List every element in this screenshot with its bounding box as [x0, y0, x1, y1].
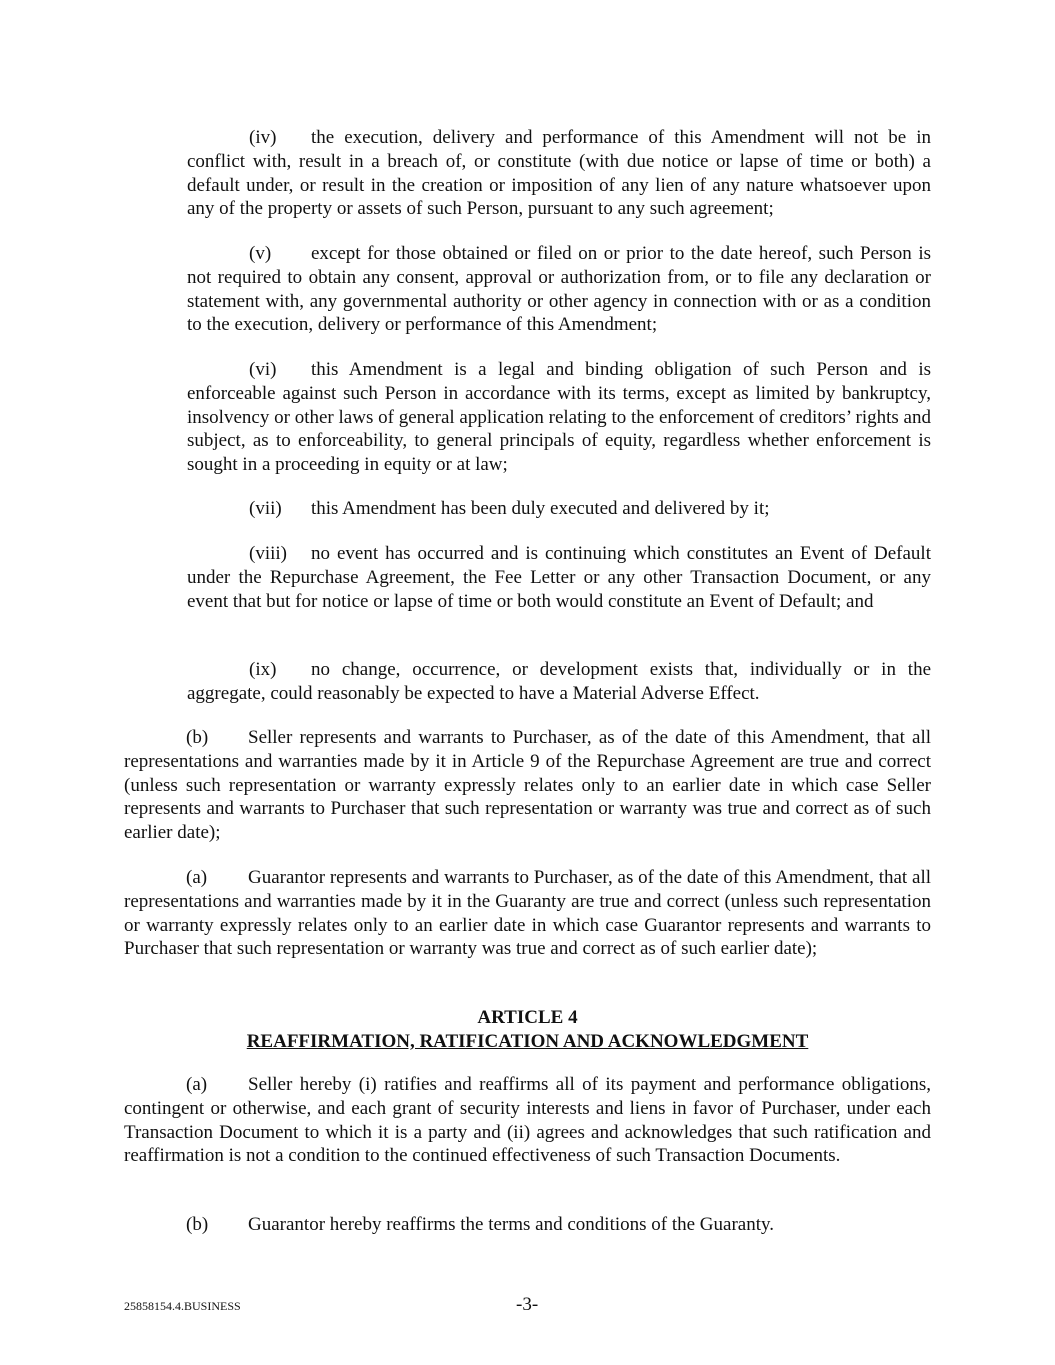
article4-section-a — [124, 1073, 931, 1168]
footer-document-id: 25858154.4.BUSINESS — [124, 1299, 241, 1313]
clause-ix — [187, 658, 931, 706]
clause-number: (vi) — [249, 359, 277, 380]
section-text: Guarantor represents and warrants to Purchaser, as of the date of this Amendment, that all representations and warranties made by it in the Guaranty are true and correct (unless such representation or warranty expressly relates only to an earlier date in which case Guarantor represents and warrants to Purchaser that such representation or warranty was true and correct as of such earlier date); — [124, 867, 931, 960]
clause-number: (vii) — [249, 498, 282, 519]
clause-iv — [187, 126, 931, 221]
clause-text: except for those obtained or filed on or prior to the date hereof, such Person is not required to obtain any consent, approval or authorization from, or to file any declaration or statement with, any governmental authority or other agency in connection with or as a condition to the execution, delivery or performance of this Amendment; — [187, 243, 931, 336]
section-b — [124, 726, 931, 845]
section-a — [124, 866, 931, 961]
clause-text: no event has occurred and is continuing which constitutes an Event of Default under the Repurchase Agreement, the Fee Letter or any other Transaction Document, or any event that but for notice or lapse of time or both would constitute an Event of Default; and — [187, 543, 931, 612]
footer-page-number: -3- — [516, 1294, 539, 1315]
article-title: REAFFIRMATION, RATIFICATION AND ACKNOWLEDGMENT — [246, 1031, 809, 1052]
clause-text: the execution, delivery and performance of this Amendment will not be in conflict with, result in a breach of, or constitute (with due notice or lapse of time or both) a default under, or result in the creation or imposition of any lien of any nature whatsoever upon any of the property or assets of such Person, pursuant to any such agreement; — [187, 127, 931, 220]
article4-section-b — [124, 1213, 931, 1237]
article-number: ARTICLE 4 — [477, 1007, 578, 1028]
section-text: Guarantor hereby reaffirms the terms and conditions of the Guaranty. — [248, 1214, 775, 1235]
clause-number: (iv) — [249, 127, 277, 148]
section-number: (a) — [186, 1074, 208, 1095]
clause-number: (ix) — [249, 659, 277, 680]
section-number: (a) — [186, 867, 208, 888]
clause-text: this Amendment has been duly executed and delivered by it; — [311, 498, 770, 519]
section-text: Seller hereby (i) ratifies and reaffirms all of its payment and performance obligations, contingent or otherwise, and each grant of security interests and liens in favor of Purchaser, under each Transaction Document to which it is a party and (ii) agrees and acknowledges that such ratification and reaffirmation is not a condition to the continued effectiveness of such Transaction Documents. — [124, 1074, 931, 1167]
clause-vi — [187, 358, 931, 477]
clause-text: no change, occurrence, or development exists that, individually or in the aggregate, could reasonably be expected to have a Material Adverse Effect. — [187, 659, 931, 704]
clause-vii — [187, 497, 931, 521]
section-number: (b) — [186, 727, 209, 748]
clause-text: this Amendment is a legal and binding obligation of such Person and is enforceable against such Person in accordance with its terms, except as limited by bankruptcy, insolvency or other laws of general application relating to the enforcement of creditors’ rights and subject, as to enforceability, to general principals of equity, regardless whether enforcement is sought in a proceeding in equity or at law; — [187, 359, 931, 476]
clause-viii — [187, 542, 931, 613]
clause-number: (v) — [249, 243, 272, 264]
section-number: (b) — [186, 1214, 209, 1235]
clause-number: (viii) — [249, 543, 287, 564]
article-heading — [124, 1006, 931, 1054]
section-text: Seller represents and warrants to Purchaser, as of the date of this Amendment, that all representations and warranties made by it in Article 9 of the Repurchase Agreement are true and correct (unless such representation or warranty expressly relates only to an earlier date in which case Seller represents and warrants to Purchaser that such representation or warranty was true and correct as of such earlier date); — [124, 727, 931, 844]
clause-v — [187, 242, 931, 337]
